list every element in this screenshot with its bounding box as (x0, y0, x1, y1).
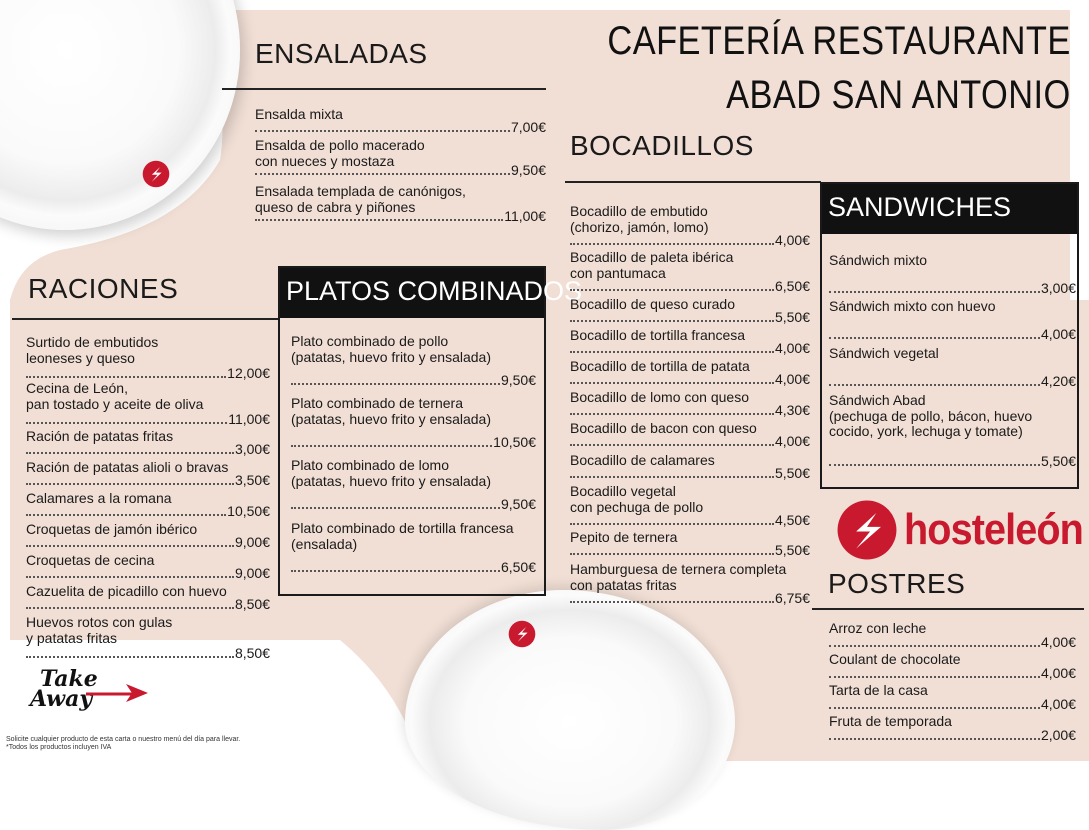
menu-item (570, 421, 810, 449)
menu-item-name: Bocadillo de embutido (570, 203, 708, 219)
price-line (26, 504, 270, 519)
menu-item-price: 5,50€ (774, 308, 810, 325)
menu-item (570, 328, 810, 356)
menu-item-name: Plato combinado de lomo (291, 457, 449, 473)
price-line (570, 310, 810, 325)
menu-item-name: Cecina de León, (26, 380, 128, 396)
leader-dots (829, 337, 1040, 339)
price-line (255, 120, 546, 135)
menu-item-name: Ración de patatas alioli o bravas (26, 459, 229, 475)
menu-item-description: pan tostado y aceite de oliva (26, 395, 204, 412)
menu-item (255, 184, 546, 224)
menu-item-description: cocido, york, lechuga y tomate) (829, 423, 1023, 439)
menu-item (26, 553, 270, 581)
section-title-bocadillos: BOCADILLOS (570, 130, 754, 161)
price-line (570, 403, 810, 418)
menu-item-price: 3,00€ (1040, 279, 1076, 296)
menu-item-name: Arroz con leche (829, 620, 927, 636)
price-line (829, 327, 1076, 342)
brand-name: hosteleón (904, 505, 1083, 554)
menu-item-name: Plato combinado de pollo (291, 333, 449, 349)
leader-dots (255, 130, 510, 132)
price-line (291, 560, 536, 575)
takeaway-arrow-icon (86, 682, 150, 704)
section-title-platos-combinados: PLATOS COMBINADOS (280, 268, 544, 318)
menu-item-price: 2,00€ (1040, 726, 1076, 743)
price-line (570, 434, 810, 449)
menu-item-name: Ensalda mixta (255, 106, 343, 122)
footnote (6, 736, 240, 752)
leader-dots (26, 607, 234, 609)
menu-item-price: 12,00€ (227, 364, 270, 381)
menu-item-name: Bocadillo de bacon con queso (570, 420, 757, 436)
menu-item (26, 335, 270, 381)
menu-item-name: Ensalada templada de canónigos, (255, 183, 466, 199)
menu-item-price: 6,75€ (774, 589, 810, 606)
menu-item (255, 138, 546, 178)
menu-item-name: Hamburguesa de ternera completa (570, 561, 787, 577)
price-line (291, 497, 536, 512)
leader-dots (26, 576, 234, 578)
menu-item-price: 4,00€ (774, 370, 810, 387)
leader-dots (26, 483, 234, 485)
menu-item-name: Croquetas de jamón ibérico (26, 521, 198, 537)
leader-dots (26, 656, 234, 658)
menu-item-name: Huevos rotos con gulas (26, 614, 173, 630)
menu-item-name: Bocadillo de lomo con queso (570, 389, 750, 405)
menu-item-description: (patatas, huevo frito y ensalada) (291, 410, 492, 427)
price-line (291, 373, 536, 388)
menu-item-price: 11,00€ (228, 410, 270, 427)
leader-dots (255, 219, 503, 221)
menu-item-name: Coulant de chocolate (829, 651, 961, 667)
menu-item (291, 396, 536, 450)
menu-item (26, 491, 270, 519)
menu-item-price: 11,00€ (504, 207, 546, 224)
menu-item-description: queso de cabra y piñones (255, 198, 416, 215)
price-line (829, 635, 1076, 650)
menu-item-description: (patatas, huevo frito y ensalada) (291, 472, 492, 489)
menu-item-price: 4,30€ (774, 401, 810, 418)
section-title-postres: POSTRES (828, 568, 966, 599)
leader-dots (829, 676, 1040, 678)
menu-item-price: 3,50€ (234, 471, 270, 488)
leader-dots (26, 422, 227, 424)
menu-item-price: 4,50€ (774, 511, 810, 528)
leader-dots (291, 383, 500, 385)
leader-dots (829, 464, 1040, 466)
menu-item-name: Tarta de la casa (829, 682, 928, 698)
price-line (26, 473, 270, 488)
menu-item (829, 346, 1076, 389)
leader-dots (26, 452, 234, 454)
price-line (255, 209, 546, 224)
menu-item (570, 204, 810, 248)
leader-dots (570, 289, 774, 291)
menu-item-description: (chorizo, jamón, lomo) (570, 218, 709, 235)
menu-item-price: 6,50€ (500, 558, 536, 575)
section-divider (12, 318, 278, 320)
menu-item (570, 297, 810, 325)
menu-item-price: 6,50€ (774, 277, 810, 294)
menu-item-price: 9,50€ (510, 161, 546, 178)
menu-item-name: Sándwich mixto con huevo (829, 298, 996, 314)
menu-item-description: (ensalada) (291, 535, 358, 552)
section-title-ensaladas: ENSALADAS (255, 38, 428, 69)
menu-item-description: con pechuga de pollo (570, 498, 704, 515)
menu-item-name: Calamares a la romana (26, 490, 172, 506)
menu-item-price: 4,00€ (774, 231, 810, 248)
menu-item-description: (pechuga de pollo, bácon, huevo (829, 407, 1033, 424)
price-line (829, 374, 1076, 389)
menu-item-name: Croquetas de cecina (26, 552, 155, 568)
menu-item (26, 381, 270, 427)
menu-item (829, 683, 1076, 712)
leader-dots (26, 376, 226, 378)
footnote-line-1: Solicite cualquier producto de esta carta o nuestro menú del día para llevar. (6, 736, 241, 743)
menu-item-price: 9,00€ (234, 564, 270, 581)
menu-item-price: 4,00€ (1040, 695, 1076, 712)
menu-item (829, 714, 1076, 743)
menu-item-name: Bocadillo de tortilla francesa (570, 327, 746, 343)
price-line (570, 372, 810, 387)
menu-item-price: 4,00€ (1040, 633, 1076, 650)
leader-dots (829, 738, 1040, 740)
restaurant-title-line-2: ABAD SAN ANTONIO (726, 73, 1071, 117)
leader-dots (570, 476, 774, 478)
menu-item (26, 522, 270, 550)
menu-item-name: Ración de patatas fritas (26, 428, 174, 444)
leader-dots (570, 444, 774, 446)
menu-item-name: Plato combinado de ternera (291, 395, 463, 411)
menu-item-price: 4,00€ (774, 432, 810, 449)
menu-item-price: 9,50€ (500, 371, 536, 388)
leader-dots (829, 707, 1040, 709)
menu-item-description: y patatas fritas (26, 629, 118, 646)
leader-dots (570, 523, 774, 525)
menu-item-price: 8,50€ (234, 644, 270, 661)
section-divider (222, 88, 546, 90)
menu-item (26, 460, 270, 488)
leader-dots (570, 553, 774, 555)
menu-item (829, 393, 1076, 469)
footnote-line-2: *Todos los productos incluyen IVA (6, 744, 112, 751)
leader-dots (26, 514, 226, 516)
price-line (291, 435, 536, 450)
menu-item (26, 615, 270, 661)
section-divider (812, 608, 1084, 610)
menu-item-name: Bocadillo de paleta ibérica (570, 249, 734, 265)
menu-item-name: Fruta de temporada (829, 713, 952, 729)
menu-item-price: 10,50€ (493, 433, 536, 450)
menu-item-name: Bocadillo de calamares (570, 452, 715, 468)
leader-dots (570, 351, 774, 353)
takeaway-badge (30, 668, 98, 710)
menu-item-name: Sándwich Abad (829, 392, 926, 408)
menu-item (26, 429, 270, 457)
menu-item (26, 584, 270, 612)
menu-item (570, 562, 810, 606)
takeaway-line-1: Take (40, 666, 98, 692)
price-line (570, 279, 810, 294)
menu-item (829, 253, 1076, 296)
menu-item-price: 4,00€ (774, 339, 810, 356)
section-title-raciones: RACIONES (28, 273, 179, 304)
menu-item-price: 10,50€ (227, 502, 270, 519)
price-line (255, 163, 546, 178)
menu-item (291, 458, 536, 512)
leader-dots (570, 382, 774, 384)
hosteleon-logo-icon (142, 160, 170, 188)
takeaway-line-2: Away (30, 686, 93, 712)
menu-item-price: 9,50€ (500, 495, 536, 512)
hosteleon-brand (836, 499, 1089, 561)
price-line (570, 466, 810, 481)
hosteleon-logo-icon (508, 620, 536, 648)
price-line (26, 646, 270, 661)
menu-item-description: con nueces y mostaza (255, 152, 395, 169)
menu-item-name: Plato combinado de tortilla francesa (291, 520, 514, 536)
price-line (26, 366, 270, 381)
menu-item-name: Bocadillo de queso curado (570, 296, 736, 312)
leader-dots (829, 384, 1040, 386)
price-line (829, 281, 1076, 296)
leader-dots (255, 173, 510, 175)
menu-item-price: 8,50€ (234, 595, 270, 612)
menu-item (570, 530, 810, 558)
leader-dots (570, 413, 774, 415)
menu-item-price: 5,50€ (774, 464, 810, 481)
price-line (570, 341, 810, 356)
menu-item-name: Surtido de embutidos (26, 334, 159, 350)
leader-dots (291, 570, 500, 572)
menu-item (291, 334, 536, 388)
price-line (26, 412, 270, 427)
menu-item-name: Bocadillo vegetal (570, 483, 676, 499)
price-line (26, 442, 270, 457)
menu-item-price: 5,50€ (774, 541, 810, 558)
price-line (829, 728, 1076, 743)
menu-item (570, 453, 810, 481)
leader-dots (829, 645, 1040, 647)
price-line (570, 543, 810, 558)
menu-item-description: con patatas fritas (570, 576, 677, 593)
restaurant-title-line-1: CAFETERÍA RESTAURANTE (607, 19, 1071, 63)
menu-item (829, 652, 1076, 681)
menu-item-price: 4,00€ (1040, 664, 1076, 681)
price-line (829, 666, 1076, 681)
menu-item (570, 390, 810, 418)
menu-item-name: Bocadillo de tortilla de patata (570, 358, 750, 374)
price-line (829, 454, 1076, 469)
menu-item-price: 4,20€ (1040, 372, 1076, 389)
menu-item-price: 7,00€ (510, 118, 546, 135)
menu-item-name: Sándwich mixto (829, 252, 928, 268)
menu-item (570, 359, 810, 387)
leader-dots (829, 291, 1040, 293)
menu-item-name: Cazuelita de picadillo con huevo (26, 583, 227, 599)
menu-item-name: Sándwich vegetal (829, 345, 939, 361)
menu-item-description: (patatas, huevo frito y ensalada) (291, 348, 492, 365)
menu-item (570, 484, 810, 528)
leader-dots (570, 320, 774, 322)
price-line (26, 597, 270, 612)
price-line (570, 513, 810, 528)
menu-item-description: leoneses y queso (26, 349, 135, 366)
leader-dots (570, 601, 774, 603)
leader-dots (26, 545, 234, 547)
menu-item (829, 299, 1076, 342)
price-line (570, 233, 810, 248)
menu-item-price: 5,50€ (1040, 452, 1076, 469)
price-line (570, 591, 810, 606)
leader-dots (291, 445, 492, 447)
menu-item-name: Ensalda de pollo macerado (255, 137, 425, 153)
price-line (26, 535, 270, 550)
menu-item-price: 9,00€ (234, 533, 270, 550)
hosteleon-logo-icon (836, 499, 898, 561)
leader-dots (570, 243, 774, 245)
leader-dots (291, 507, 500, 509)
menu-item (255, 107, 546, 135)
price-line (829, 697, 1076, 712)
menu-item-description: con pantumaca (570, 264, 666, 281)
menu-item-price: 4,00€ (1040, 325, 1076, 342)
menu-item (570, 250, 810, 294)
price-line (26, 566, 270, 581)
menu-item (829, 621, 1076, 650)
section-title-sandwiches: SANDWICHES (822, 184, 1077, 234)
section-divider (565, 181, 821, 183)
menu-item (291, 521, 536, 575)
menu-item-price: 3,00€ (234, 440, 270, 457)
menu-item-name: Pepito de ternera (570, 529, 678, 545)
